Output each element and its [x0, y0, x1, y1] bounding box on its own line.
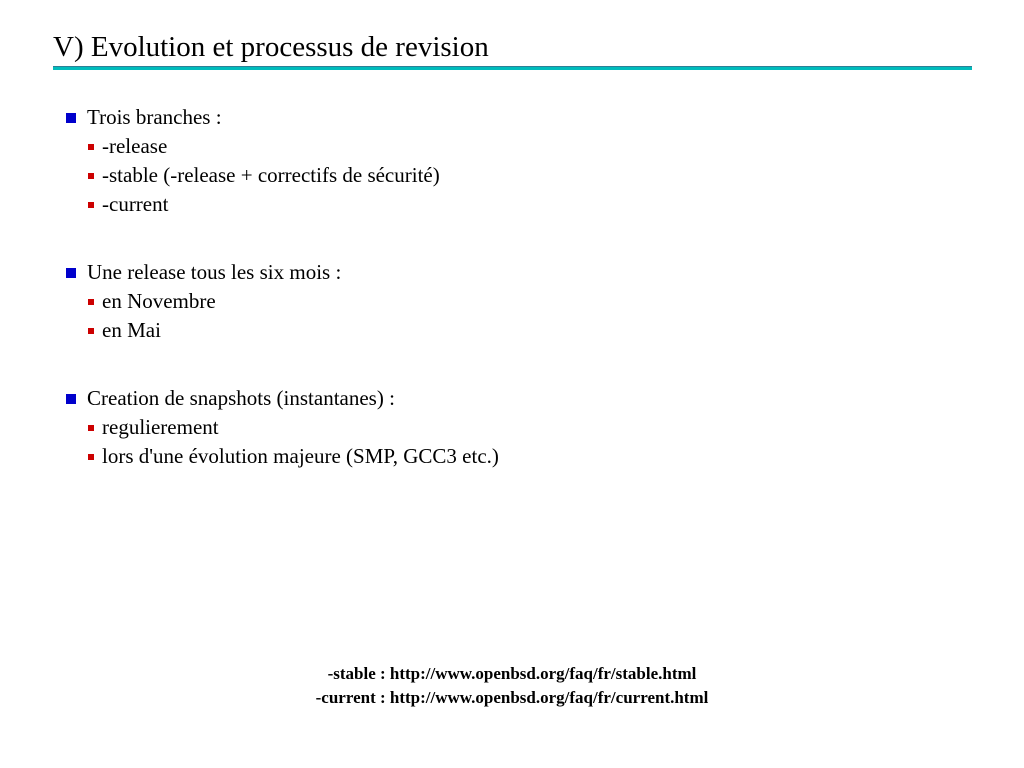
list-item: [66, 442, 499, 471]
footer-current-url: -current : http://www.openbsd.org/faq/fr/current.html: [315, 688, 709, 707]
bullet-group-snapshots: [66, 384, 499, 471]
square-bullet-icon: [88, 328, 94, 334]
slide-body: [66, 103, 499, 510]
list-item: [66, 384, 499, 413]
slide-title: V) Evolution et processus de revision: [53, 31, 489, 63]
square-bullet-icon: [88, 202, 94, 208]
square-bullet-icon: [88, 144, 94, 150]
bullet-text: en Novembre: [102, 289, 216, 313]
square-bullet-icon: [88, 425, 94, 431]
bullet-group-branches: [66, 103, 499, 219]
bullet-text: lors d'une évolution majeure (SMP, GCC3 etc.): [102, 444, 499, 468]
square-bullet-icon: [88, 173, 94, 179]
list-item: [66, 103, 499, 132]
bullet-text: -current: [102, 192, 169, 216]
list-item: [66, 190, 499, 219]
square-bullet-icon: [88, 299, 94, 305]
footer-urls: [0, 662, 1024, 710]
bullet-heading: Creation de snapshots (instantanes) :: [87, 386, 395, 410]
list-item: [66, 316, 499, 345]
list-item: [66, 413, 499, 442]
bullet-heading: Trois branches :: [87, 105, 222, 129]
list-item: [66, 258, 499, 287]
title-underline-rule: [53, 66, 972, 70]
square-bullet-icon: [88, 454, 94, 460]
bullet-heading: Une release tous les six mois :: [87, 260, 342, 284]
bullet-text: regulierement: [102, 415, 219, 439]
list-item: [66, 287, 499, 316]
square-bullet-icon: [66, 113, 76, 123]
list-item: [66, 161, 499, 190]
square-bullet-icon: [66, 268, 76, 278]
list-item: [66, 132, 499, 161]
square-bullet-icon: [66, 394, 76, 404]
bullet-text: -stable (-release + correctifs de sécurité): [102, 163, 440, 187]
footer-stable-url: -stable : http://www.openbsd.org/faq/fr/stable.html: [327, 664, 697, 683]
bullet-group-release-cycle: [66, 258, 499, 345]
bullet-text: en Mai: [102, 318, 161, 342]
bullet-text: -release: [102, 134, 168, 158]
